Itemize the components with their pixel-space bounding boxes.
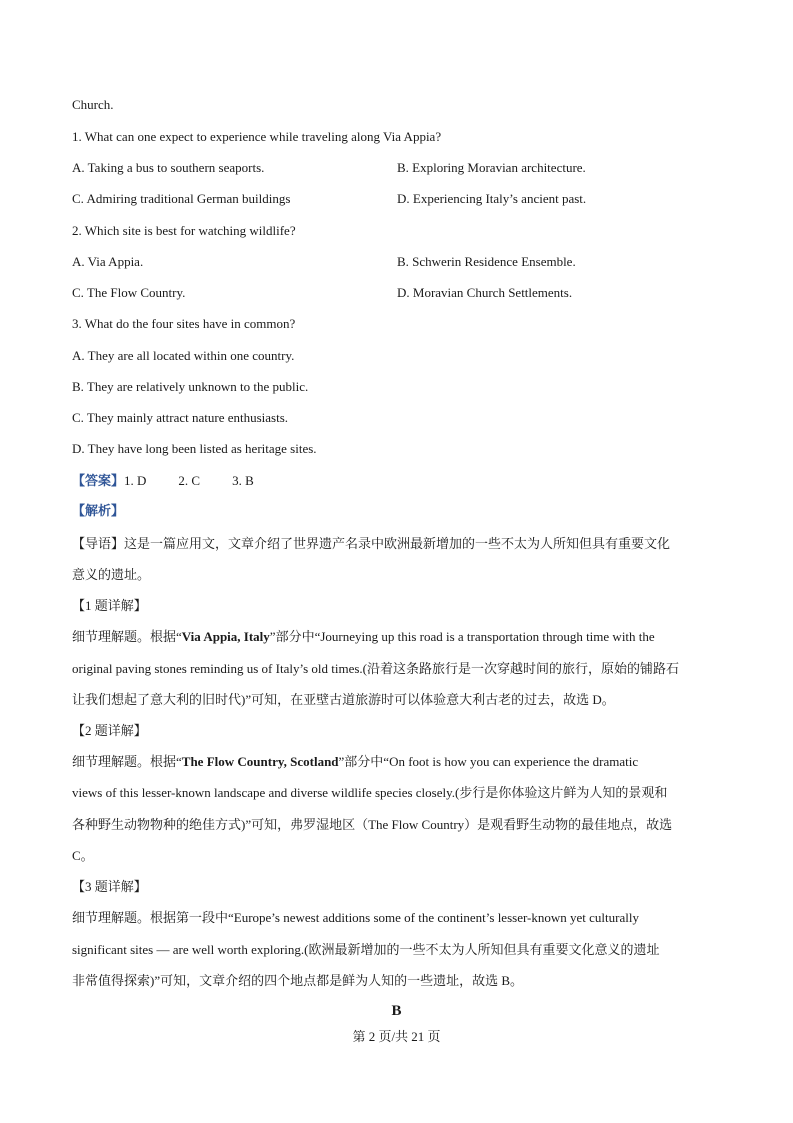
detail-2-section-name: The Flow Country, Scotland	[181, 754, 339, 769]
question-2-option-b: B. Schwerin Residence Ensemble.	[397, 254, 576, 269]
question-2-option-d: D. Moravian Church Settlements.	[397, 285, 573, 300]
question-3-option-c: C. They mainly attract nature enthusiasts.	[72, 410, 289, 425]
page-footer: 第 2 页/共 21 页	[352, 1029, 441, 1044]
question-1-stem: 1. What can one expect to experience while traveling along Via Appia?	[72, 129, 442, 144]
previous-passage-tail: Church.	[72, 97, 114, 112]
detail-2-pre: 细节理解题。根据“	[72, 754, 182, 769]
guide-text-1: 这是一篇应用文，文章介绍了世界遗产名录中欧洲最新增加的一些不太为人所知但具有重要文化	[124, 536, 671, 551]
detail-2-line-1	[72, 752, 638, 772]
detail-1-post: ”部分中“Journeying up this road is a transportation through time with the	[269, 629, 655, 644]
question-3-option-d: D. They have long been listed as heritage sites.	[72, 441, 317, 456]
section-b-heading: B	[391, 1003, 402, 1019]
detail-2-line-3: 各种野生动物物种的绝佳方式)”可知，弗罗湿地区（The Flow Country）是观看野生动物的最佳地点，故选	[72, 817, 673, 832]
guide-line-1	[72, 534, 670, 554]
detail-1-line-2: original paving stones reminding us of Italy’s old times.(沿着这条路旅行是一次穿越时间的旅行，原始的铺路石	[72, 661, 679, 676]
detail-3-tag: 【3 题详解】	[72, 879, 147, 894]
question-2-stem: 2. Which site is best for watching wildlife?	[72, 223, 296, 238]
detail-3-line-2: significant sites — are well worth exploring.(欧洲最新增加的一些不太为人所知但具有重要文化意义的遗址	[72, 942, 660, 957]
detail-2-line-2: views of this lesser-known landscape and diverse wildlife species closely.(步行是你体验这片鲜为人知的景观和	[72, 785, 668, 800]
answer-line	[72, 471, 254, 491]
guide-tag: 【导语】	[72, 536, 125, 551]
question-3-stem: 3. What do the four sites have in common?	[72, 316, 296, 331]
detail-1-line-1	[72, 627, 655, 647]
answer-1: 1. D	[124, 473, 147, 488]
detail-2-line-4: C。	[72, 848, 94, 863]
detail-2-post: ”部分中“On foot is how you can experience the dramatic	[338, 754, 639, 769]
question-1-option-b: B. Exploring Moravian architecture.	[397, 160, 586, 175]
answer-tag: 【答案】	[72, 473, 125, 488]
question-1-option-c: C. Admiring traditional German buildings	[72, 191, 291, 206]
detail-1-line-3: 让我们想起了意大利的旧时代)”可知，在亚壁古道旅游时可以体验意大利古老的过去，故选 D。	[72, 692, 615, 707]
guide-line-2: 意义的遗址。	[72, 567, 151, 582]
detail-3-line-1: 细节理解题。根据第一段中“Europe’s newest additions some of the continent’s lesser-known yet culturally	[72, 910, 639, 925]
detail-2-tag: 【2 题详解】	[72, 723, 147, 738]
answer-2: 2. C	[178, 473, 201, 488]
question-3-option-a: A. They are all located within one country.	[72, 348, 295, 363]
detail-1-tag: 【1 题详解】	[72, 598, 147, 613]
analysis-tag: 【解析】	[72, 503, 125, 518]
question-3-option-b: B. They are relatively unknown to the public.	[72, 379, 309, 394]
question-2-option-a: A. Via Appia.	[72, 254, 144, 269]
question-1-option-a: A. Taking a bus to southern seaports.	[72, 160, 265, 175]
question-1-option-d: D. Experiencing Italy’s ancient past.	[397, 191, 587, 206]
detail-1-pre: 细节理解题。根据“	[72, 629, 182, 644]
detail-3-line-3: 非常值得探索)”可知，文章介绍的四个地点都是鲜为人知的一些遗址，故选 B。	[72, 973, 524, 988]
question-2-option-c: C. The Flow Country.	[72, 285, 186, 300]
detail-1-section-name: Via Appia, Italy	[181, 629, 270, 644]
answer-3: 3. B	[232, 473, 254, 488]
